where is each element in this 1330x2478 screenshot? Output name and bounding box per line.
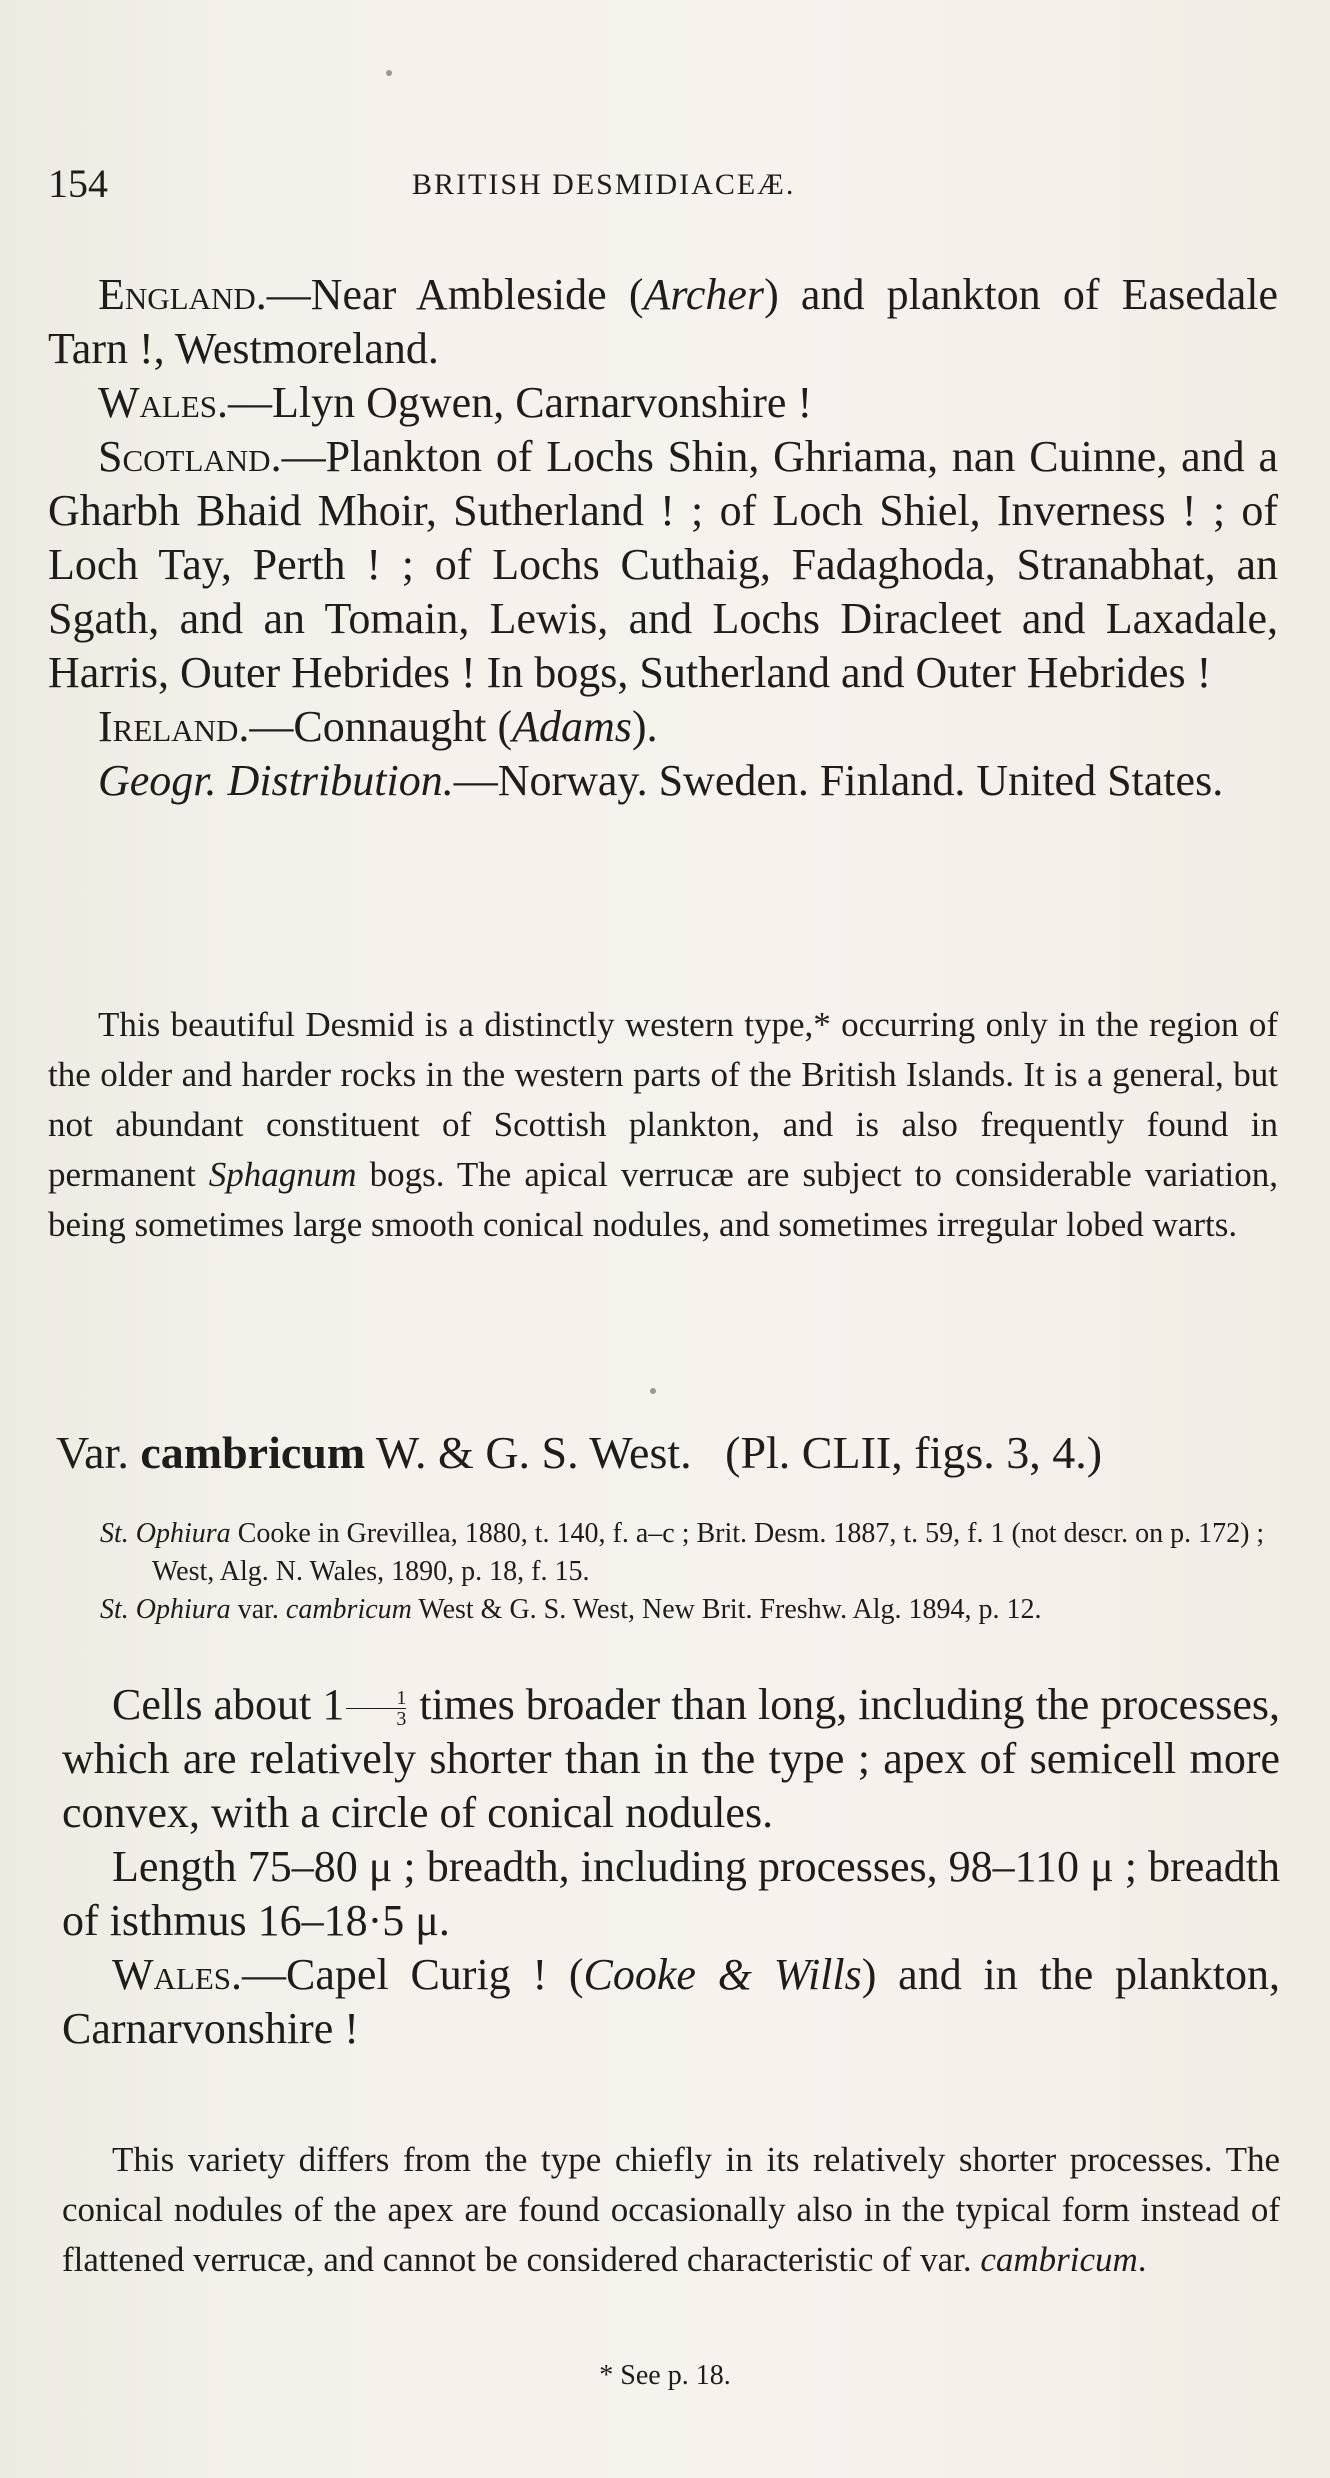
wales-label: Wales. <box>112 1950 243 1999</box>
fraction <box>346 1688 406 1729</box>
comment-text: This variety differs from the type chiefly in its relatively shorter processes. The conical nodules of the apex are found occasionally also in the typical form instead of flattened verrucæ, and cannot be considered characteristic of var. <box>62 2140 1280 2279</box>
cells-paragraph <box>62 1678 1280 1840</box>
description-paragraph-1 <box>48 1000 1278 1250</box>
wales-paragraph <box>48 376 1278 430</box>
footnote: * See p. 18. <box>599 2360 731 2391</box>
wales-label: Wales. <box>98 378 229 427</box>
ref-taxon: St. Ophiura <box>100 1518 231 1549</box>
comment-text-end: . <box>1137 2240 1147 2279</box>
geogr-text: —Norway. Sweden. Finland. United States. <box>453 756 1224 805</box>
geogr-label: Geogr. Distribution. <box>98 756 454 805</box>
variety-description <box>62 1678 1280 2056</box>
cells-text-cont: times broader than long, including the processes, which are relatively shorter than in the type ; apex of semicell more convex, with a circle of conical nodules. <box>62 1680 1280 1837</box>
ireland-paragraph <box>48 700 1278 754</box>
variety-comment <box>62 2135 1280 2285</box>
ireland-text-cont: ). <box>631 702 658 751</box>
variety-authority: W. & G. S. West. <box>375 1427 692 1478</box>
ref-taxon: St. Ophiura <box>100 1594 231 1625</box>
distribution-section <box>48 268 1278 808</box>
england-text-cont: ) and plankton of Easedale Tarn !, Westmoreland. <box>48 270 1279 373</box>
reference-1 <box>100 1515 1278 1591</box>
fraction-numerator: 1 <box>346 1688 406 1709</box>
wales-text: —Capel Curig ! ( <box>242 1950 584 1999</box>
collector-archer: Archer <box>643 270 765 319</box>
page-header <box>48 160 1288 210</box>
page-number: 154 <box>48 161 108 206</box>
scotland-label: Scotland. <box>98 432 282 481</box>
ireland-label: Ireland. <box>98 702 250 751</box>
collector-adams: Adams <box>512 702 632 751</box>
plate-reference: (Pl. CLII, figs. 3, 4.) <box>725 1427 1103 1478</box>
england-paragraph <box>48 268 1278 376</box>
var-prefix: Var. <box>56 1427 129 1478</box>
geographic-distribution-paragraph <box>48 754 1278 808</box>
cambricum-term: cambricum <box>980 2240 1138 2279</box>
synonymy-references <box>48 1515 1278 1629</box>
description-text-part: This beautiful Desmid is a distinctly western type,* occurring only in the region of the older and harder rocks in the western parts of the British Islands. It is a general, but not abundant constituent of Scottish plankton, and is also frequently found in permanent <box>48 1005 1278 1194</box>
description-paragraph-2 <box>62 2135 1280 2285</box>
fraction-denominator: 3 <box>396 1708 407 1731</box>
ref-text: var. <box>230 1594 286 1625</box>
cells-text: Cells about 1 <box>112 1680 345 1729</box>
scotland-text: —Plankton of Lochs Shin, Ghriama, nan Cuinne, and a Gharbh Bhaid Mhoir, Sutherland ! ; of Loch Shiel, Inverness ! ; of Loch Tay, Perth ! ; of Lochs Cuthaig, Fadaghoda, Stranabhat, an Sgath, and an Tomain, Lewis, and Lochs Diracleet and Laxadale, Harris, Outer Hebrides ! In bogs, Sutherland and Outer Hebrides ! <box>48 432 1278 697</box>
page-speck <box>386 70 392 76</box>
measurements-paragraph: Length 75–80 μ ; breadth, including processes, 98–110 μ ; breadth of isthmus 16–18·5 μ. <box>62 1842 1280 1945</box>
england-text: —Near Ambleside ( <box>266 270 644 319</box>
page-speck <box>650 1388 656 1394</box>
description-text-part: bogs. The apical verrucæ are subject to considerable variation, being sometimes large smooth conical nodules, and sometimes irregular lobed warts. <box>48 1155 1278 1244</box>
collector-cooke-wills: Cooke & Wills <box>583 1950 862 1999</box>
reference-2 <box>100 1591 1278 1629</box>
running-head: BRITISH DESMIDIACEÆ. <box>412 168 796 201</box>
ref-text: Cooke in Grevillea, 1880, t. 140, f. a–c ; Brit. Desm. 1887, t. 59, f. 1 (not descr. on p. 172) ; West, Alg. N. Wales, 1890, p. 18, f. 15. <box>152 1518 1265 1587</box>
wales-text-cont: ) and in the plankton, Carnarvonshire ! <box>62 1950 1280 2053</box>
variety-name: cambricum <box>140 1427 366 1478</box>
ref-variety: cambricum <box>285 1594 412 1625</box>
ref-text: West & G. S. West, New Brit. Freshw. Alg. 1894, p. 12. <box>411 1594 1042 1625</box>
england-label: England. <box>98 270 267 319</box>
variety-wales-paragraph <box>62 1948 1280 2056</box>
description-text <box>48 1000 1278 1250</box>
scotland-paragraph <box>48 430 1278 700</box>
ireland-text: —Connaught ( <box>249 702 513 751</box>
sphagnum-term: Sphagnum <box>208 1155 357 1194</box>
variety-heading <box>56 1425 1286 1481</box>
wales-text: —Llyn Ogwen, Carnarvonshire ! <box>228 378 813 427</box>
